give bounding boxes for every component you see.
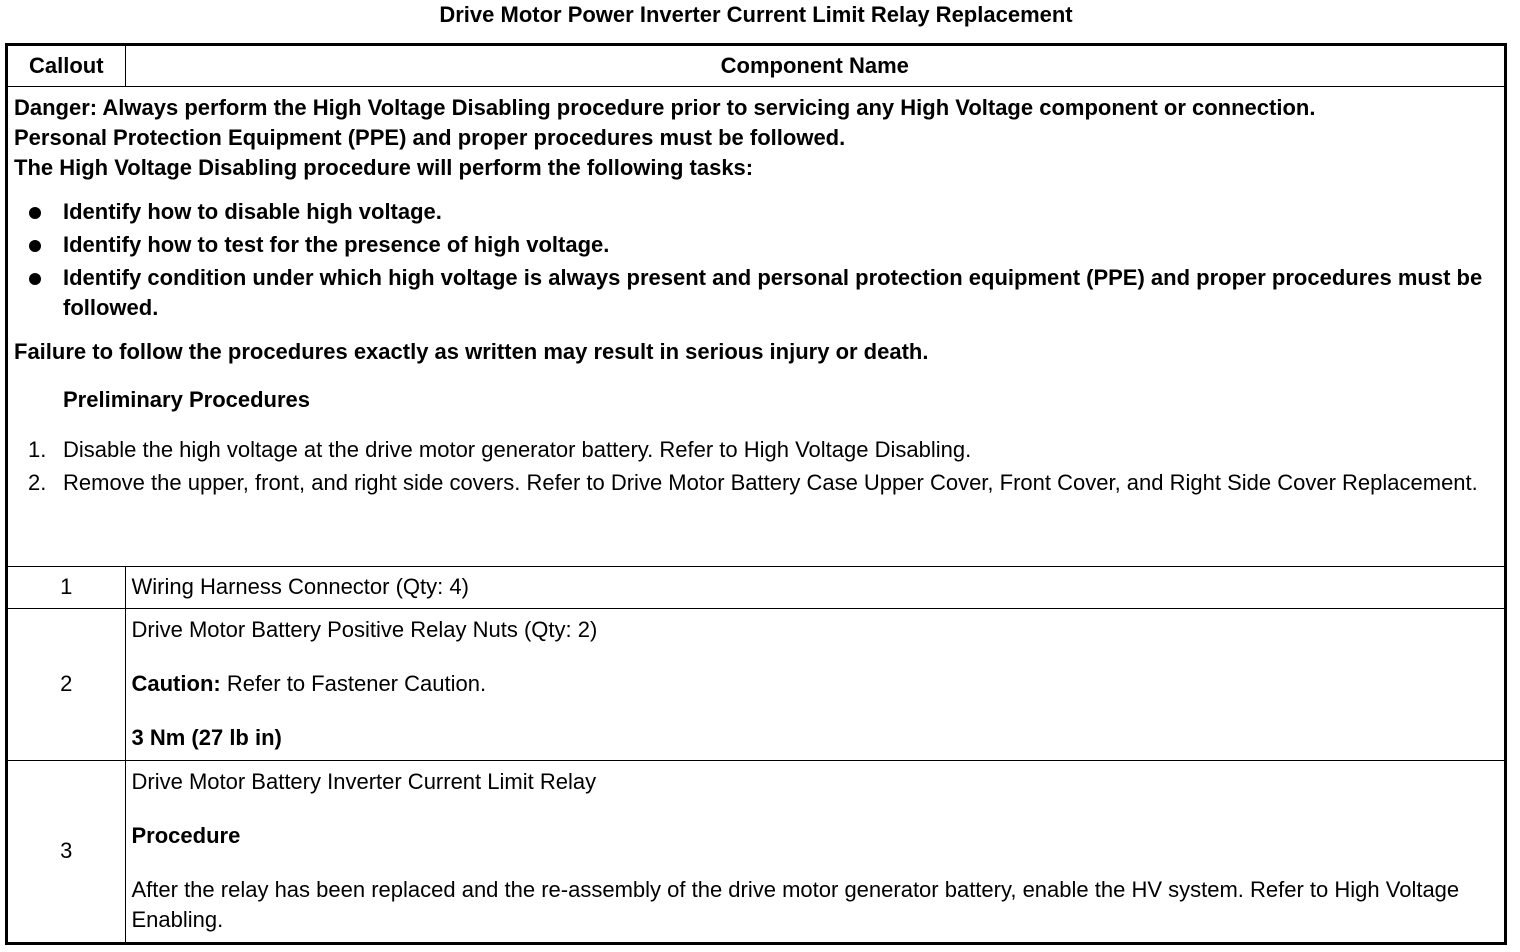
- procedure-table: [8, 46, 1504, 942]
- list-item: [28, 468, 1498, 498]
- callout-number: 2: [8, 608, 125, 760]
- danger-line-2: Personal Protection Equipment (PPE) and proper procedures must be followed.: [14, 125, 846, 150]
- danger-notice: [8, 87, 1504, 567]
- component-name: [125, 760, 1504, 942]
- caution-label: Caution:: [131, 671, 221, 696]
- danger-task-list: [14, 197, 1498, 323]
- component-name: [125, 566, 1504, 608]
- danger-row: [8, 87, 1504, 567]
- list-item: Identify how to disable high voltage.: [63, 197, 1498, 227]
- preliminary-steps: [14, 435, 1498, 498]
- header-component-name: Component Name: [125, 46, 1504, 87]
- danger-line-1: Danger: Always perform the High Voltage Disabling procedure prior to servicing any High Voltage component or connection.: [14, 95, 1316, 120]
- step-number: 1.: [28, 437, 47, 462]
- procedure-label: Procedure: [131, 823, 241, 849]
- table-row: [8, 566, 1504, 608]
- list-item: Identify condition under which high voltage is always present and personal protection equipment (PPE) and proper procedures must be followed.: [63, 263, 1498, 323]
- component-name-text: Drive Motor Battery Positive Relay Nuts (Qty: 2): [131, 617, 598, 642]
- list-item: [28, 435, 1498, 465]
- step-text: Disable the high voltage at the drive motor generator battery. Refer to High Voltage Disabling.: [63, 437, 972, 462]
- step-number: 2.: [28, 470, 47, 495]
- procedure-text: After the relay has been replaced and the re-assembly of the drive motor generator battery, enable the HV system. Refer to High Voltage Enabling.: [131, 877, 1460, 933]
- danger-line-3: The High Voltage Disabling procedure will perform the following tasks:: [14, 155, 754, 180]
- danger-warning: Failure to follow the procedures exactly as written may result in serious injury or death.: [14, 339, 929, 364]
- table-row: [8, 760, 1504, 942]
- table-header-row: [8, 46, 1504, 87]
- page-title: Drive Motor Power Inverter Current Limit Relay Replacement: [439, 2, 1073, 27]
- step-text: Remove the upper, front, and right side covers. Refer to Drive Motor Battery Case Upper Cover, Front Cover, and Right Side Cover Replacement.: [63, 470, 1478, 495]
- caution-note: [132, 669, 1499, 699]
- header-callout: Callout: [8, 46, 125, 87]
- preliminary-heading: Preliminary Procedures: [63, 387, 311, 412]
- table-row: [8, 608, 1504, 760]
- torque-spec: 3 Nm (27 lb in): [131, 725, 282, 750]
- list-item: Identify how to test for the presence of high voltage.: [63, 230, 1498, 260]
- callout-number: 1: [8, 566, 125, 608]
- caution-text: Refer to Fastener Caution.: [220, 671, 487, 696]
- component-name-text: Wiring Harness Connector (Qty: 4): [131, 574, 469, 599]
- component-name-text: Drive Motor Battery Inverter Current Limit Relay: [131, 769, 597, 795]
- callout-number: 3: [8, 760, 125, 942]
- component-name: [125, 608, 1504, 760]
- procedure-table-frame: [5, 43, 1507, 945]
